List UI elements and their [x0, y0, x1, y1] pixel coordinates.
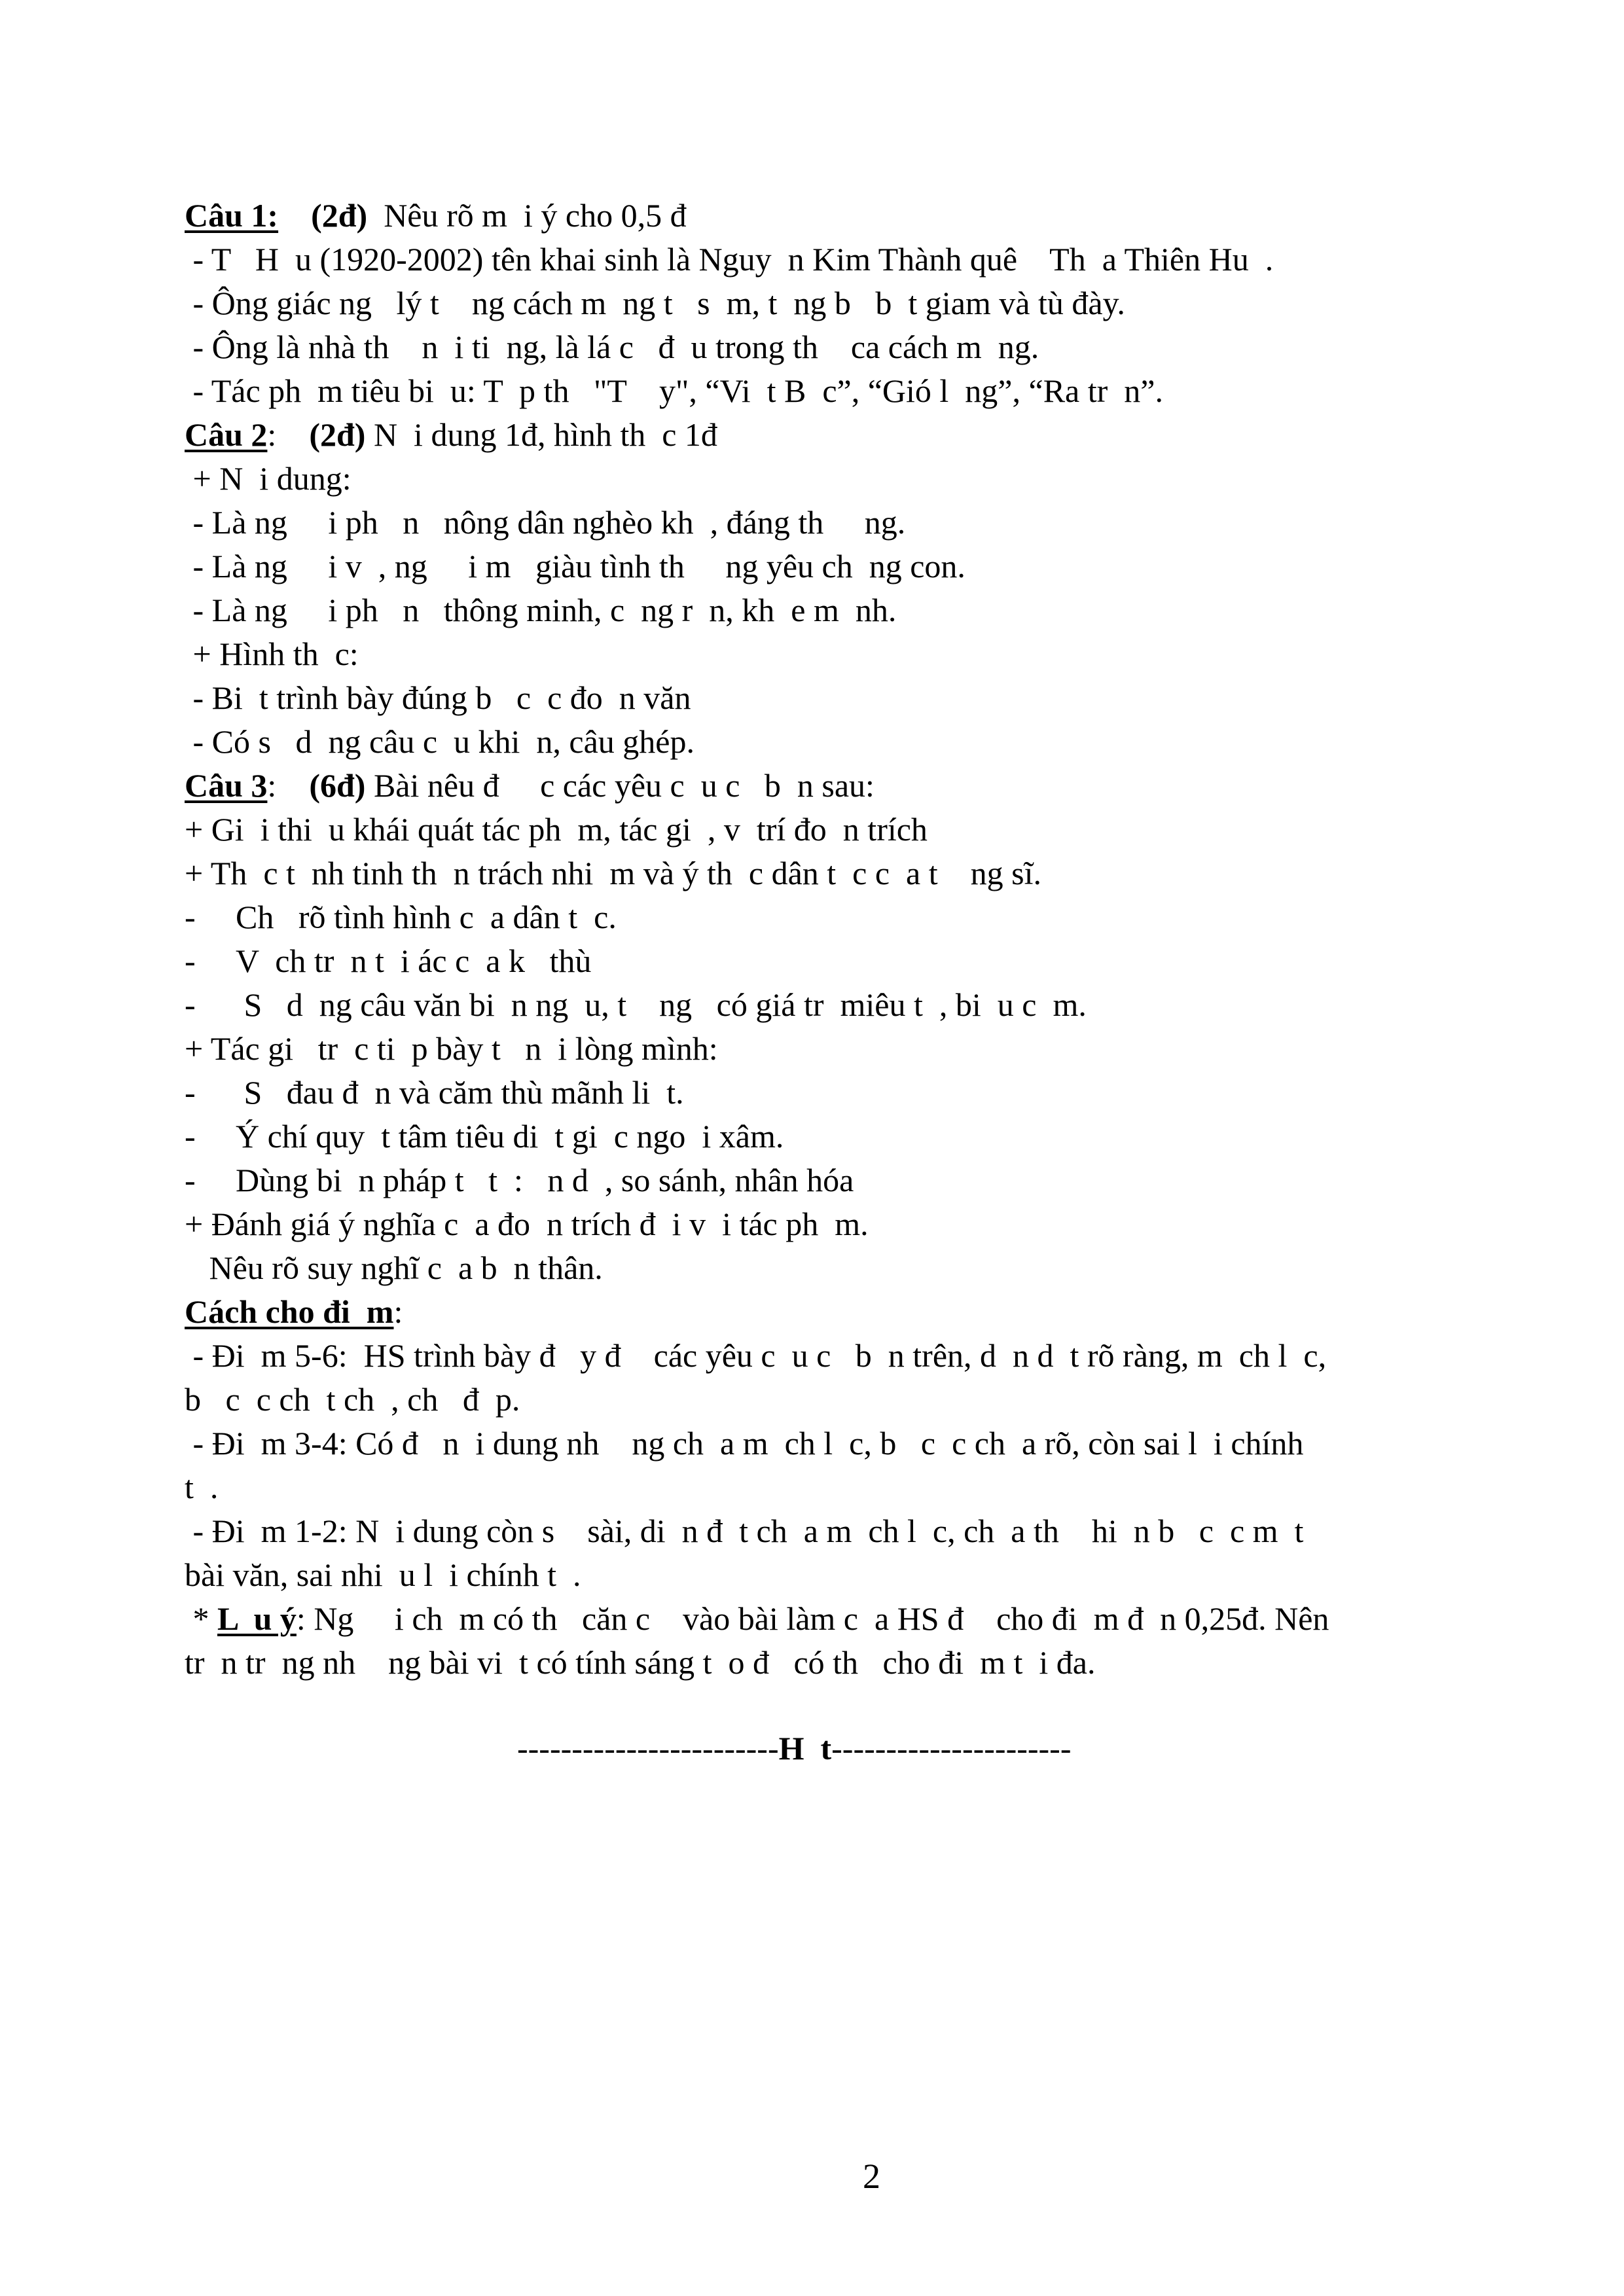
end-marker: ------------------------H t---------------------- [517, 1730, 1072, 1767]
q1-heading [185, 194, 1520, 238]
q2-heading [185, 413, 1520, 457]
q1-line: - Ông là nhà th n i ti ng, là lá c đ u trong th ca cách m ng. [185, 329, 1039, 365]
q1-line: - Tác ph m tiêu bi u: T p th "T y", “Vi t B c”, “Gió l ng”, “Ra tr n”. [185, 372, 1163, 409]
q3-author-item: - Dùng bi n pháp t t : n d , so sánh, nhân hóa [185, 1162, 854, 1198]
scoring-line: - Đi m 3-4: Có đ n i dung nh ng ch a m ch l c, b c c ch a rõ, còn sai l i chính [185, 1425, 1304, 1462]
q2-points: (2đ) [309, 416, 366, 453]
q1-points: (2đ) [311, 197, 368, 234]
q3-label: Câu 3 [185, 767, 268, 804]
scoring-line: - Đi m 1-2: N i dung còn s sài, di n đ t ch a m ch l c, ch a th hi n b c c m t [185, 1513, 1304, 1549]
q2-content-line: - Là ng i ph n thông minh, c ng r n, kh e m nh. [185, 592, 897, 628]
q1-line: - Ông giác ng lý t ng cách m ng t s m, t ng b b t giam và tù đày. [185, 285, 1125, 321]
q3-reflection: Nêu rõ suy nghĩ c a b n thân. [185, 1249, 603, 1286]
q3-spirit-item: - Ch rõ tình hình c a dân t c. [185, 899, 617, 935]
q1-label: Câu 1: [185, 197, 279, 234]
scoring-line: t . [185, 1469, 219, 1505]
scoring-colon: : [393, 1293, 403, 1330]
q2-content-header: + N i dung: [185, 460, 352, 497]
q3-colon: : [267, 767, 277, 804]
page-number: 2 [863, 2157, 880, 2196]
q3-spirit-item: - S d ng câu văn bi n ng u, t ng có giá tr miêu t , bi u c m. [185, 986, 1087, 1023]
scoring-heading [185, 1290, 1520, 1334]
q2-colon: : [267, 416, 277, 453]
q2-label: Câu 2 [185, 416, 268, 453]
q3-author-item: - S đau đ n và căm thù mãnh li t. [185, 1074, 684, 1111]
scoring-label: Cách cho đi m [185, 1293, 394, 1330]
q3-spirit-item: - V ch tr n t i ác c a k thù [185, 942, 592, 979]
q3-points: (6đ) [309, 767, 366, 804]
q3-note: Bài nêu đ c các yêu c u c b n sau: [373, 767, 875, 804]
q3-meaning: + Đánh giá ý nghĩa c a đo n trích đ i v i tác ph m. [185, 1206, 869, 1242]
scoring-line: b c c ch t ch , ch đ p. [185, 1381, 520, 1418]
answer-key-body [185, 194, 1520, 1685]
q3-author: + Tác gi tr c ti p bày t n i lòng mình: [185, 1030, 718, 1067]
scoring-note: * L u ý: Ng i ch m có th căn c vào bài làm c a HS đ cho đi m đ n 0,25đ. Nên [185, 1600, 1329, 1637]
q2-note: N i dung 1đ, hình th c 1đ [373, 416, 717, 453]
scoring-line: - Đi m 5-6: HS trình bày đ y đ các yêu c u c b n trên, d n d t rõ ràng, m ch l c, [185, 1337, 1327, 1374]
note-label: L u ý [217, 1600, 297, 1637]
scoring-line: bài văn, sai nhi u l i chính t . [185, 1556, 581, 1593]
q2-form-line: - Bi t trình bày đúng b c c đo n văn [185, 679, 691, 716]
scoring-note-cont: tr n tr ng nh ng bài vi t có tính sáng t o đ có th cho đi m t i đa. [185, 1644, 1096, 1681]
q3-spirit: + Th c t nh tinh th n trách nhi m và ý th c dân t c c a t ng sĩ. [185, 855, 1041, 891]
q2-content-line: - Là ng i v , ng i m giàu tình th ng yêu ch ng con. [185, 548, 965, 584]
q2-form-header: + Hình th c: [185, 636, 359, 672]
q1-line: - T H u (1920-2002) tên khai sinh là Nguy n Kim Thành quê Th a Thiên Hu . [185, 241, 1274, 278]
q3-author-item: - Ý chí quy t tâm tiêu di t gi c ngo i xâm. [185, 1118, 784, 1155]
q2-content-line: - Là ng i ph n nông dân nghèo kh , đáng th ng. [185, 504, 906, 541]
q3-heading [185, 764, 1520, 808]
q1-note: Nêu rõ m i ý cho 0,5 đ [384, 197, 687, 234]
end-word: H t [778, 1730, 832, 1767]
q2-form-line: - Có s d ng câu c u khi n, câu ghép. [185, 723, 695, 760]
q3-intro: + Gi i thi u khái quát tác ph m, tác gi , v trí đo n trích [185, 811, 928, 848]
